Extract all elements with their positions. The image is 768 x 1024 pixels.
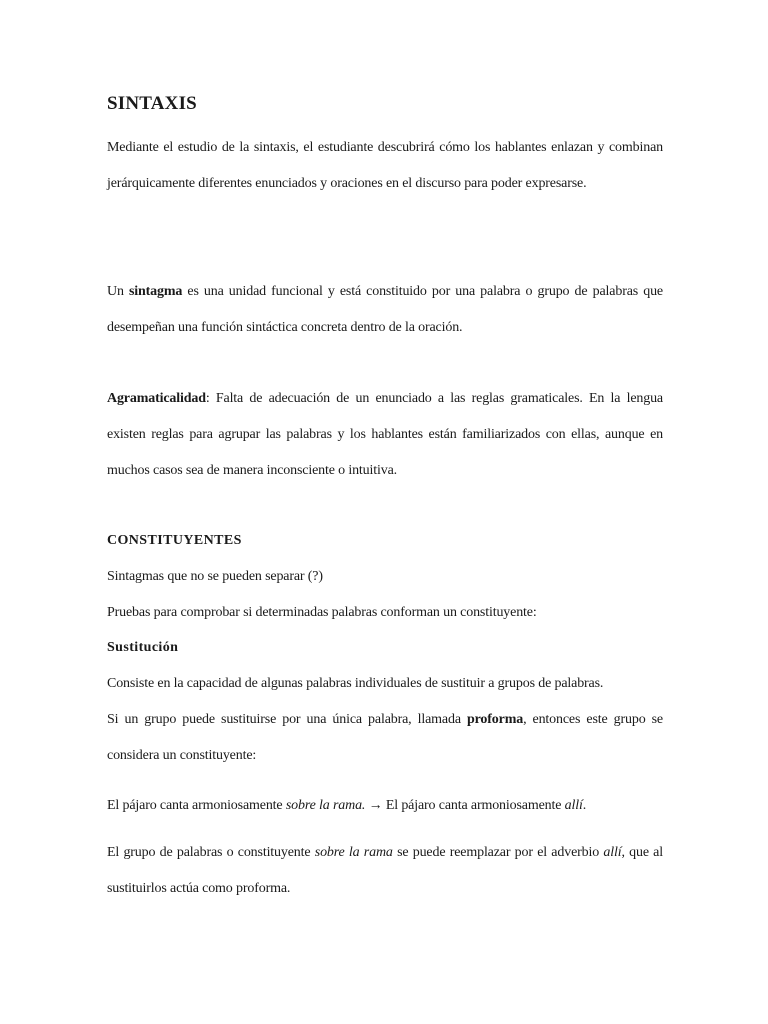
proforma-paragraph bbox=[107, 702, 663, 774]
agramaticalidad-term: Agramaticalidad bbox=[107, 391, 206, 406]
constituyentes-heading: CONSTITUYENTES bbox=[107, 533, 242, 548]
explanation-proform: allí bbox=[603, 845, 622, 860]
proforma-text: , entonces este grupo se considera un constituyente: bbox=[107, 712, 663, 763]
agramaticalidad-text: : Falta de adecuación de un enunciado a las reglas gramaticales. En la lengua existen reglas para agrupar las palabras y los hablantes están familiarizados con ellas, aunque en muchos casos sea de manera inconsciente o intuitiva. bbox=[107, 391, 663, 478]
constituyentes-line-1: Sintagmas que no se pueden separar (?) bbox=[107, 569, 323, 584]
explanation-post: , que al sustituirlos actúa como proforma. bbox=[107, 845, 663, 896]
example-sentence bbox=[107, 788, 663, 824]
sintagma-term: sintagma bbox=[128, 284, 183, 299]
explanation-paragraph bbox=[107, 835, 663, 907]
agramaticalidad-definition bbox=[107, 381, 663, 489]
explanation-mid: se puede reemplazar por el adverbio bbox=[392, 845, 604, 860]
explanation-phrase: sobre la rama bbox=[314, 845, 393, 860]
example-pre: El pájaro canta armoniosamente bbox=[107, 798, 286, 813]
intro-paragraph: Mediante el estudio de la sintaxis, el estudiante descubrirá cómo los hablantes enlazan y combinan jerárquicamente diferentes enunciados y oraciones en el discurso para poder expresarse. bbox=[107, 140, 663, 191]
sintagma-definition bbox=[107, 274, 663, 346]
proforma-pre: Si un grupo puede sustituirse por una única palabra, llamada bbox=[107, 712, 467, 727]
example-end: . bbox=[582, 798, 587, 813]
sustitucion-line-1: Consiste en la capacidad de algunas palabras individuales de sustituir a grupos de palabras. bbox=[107, 676, 604, 691]
explanation-pre: El grupo de palabras o constituyente bbox=[107, 845, 315, 860]
sintagma-pre: Un bbox=[107, 284, 129, 299]
example-proform: allí bbox=[564, 798, 583, 813]
document-title: SINTAXIS bbox=[107, 93, 197, 114]
sustitucion-heading: Sustitución bbox=[107, 640, 179, 655]
constituyentes-line-2: Pruebas para comprobar si determinadas palabras conforman un constituyente: bbox=[107, 605, 537, 620]
sintagma-text: es una unidad funcional y está constituido por una palabra o grupo de palabras que desempeñan una función sintáctica concreta dentro de la oración. bbox=[107, 284, 663, 335]
example-arrow: → El pájaro canta armoniosamente bbox=[365, 798, 565, 813]
proforma-term: proforma bbox=[466, 712, 524, 727]
document-page bbox=[107, 0, 663, 1024]
example-phrase: sobre la rama. bbox=[285, 798, 366, 813]
